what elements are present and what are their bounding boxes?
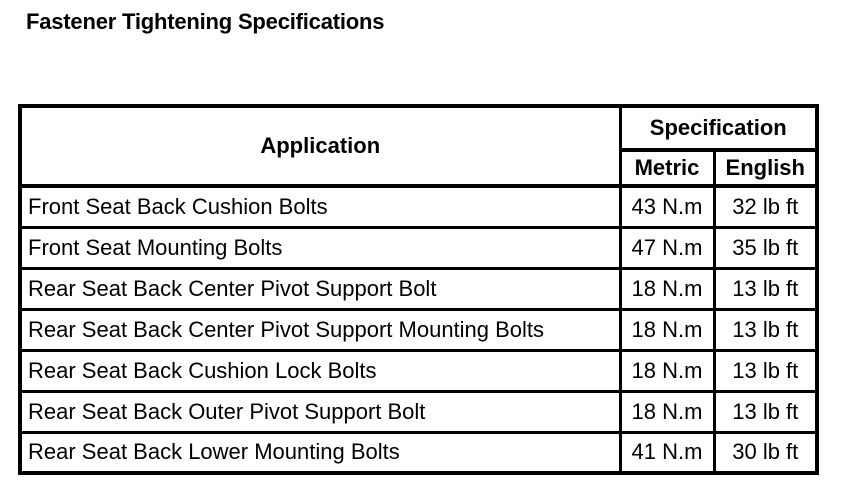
metric-cell: 18 N.m	[620, 268, 714, 309]
table-row	[20, 391, 817, 432]
metric-cell: 18 N.m	[620, 309, 714, 350]
specification-header: Specification	[620, 106, 817, 150]
metric-header: Metric	[620, 150, 714, 186]
table-row	[20, 350, 817, 391]
english-header: English	[714, 150, 817, 186]
application-cell: Front Seat Mounting Bolts	[20, 227, 620, 268]
application-cell: Front Seat Back Cushion Bolts	[20, 186, 620, 227]
metric-cell: 18 N.m	[620, 350, 714, 391]
application-cell: Rear Seat Back Center Pivot Support Mounting Bolts	[20, 309, 620, 350]
english-cell: 30 lb ft	[714, 432, 817, 473]
table-row	[20, 268, 817, 309]
table-row	[20, 186, 817, 227]
english-cell: 32 lb ft	[714, 186, 817, 227]
metric-cell: 47 N.m	[620, 227, 714, 268]
fastener-spec-table	[18, 104, 819, 475]
application-cell: Rear Seat Back Center Pivot Support Bolt	[20, 268, 620, 309]
metric-cell: 43 N.m	[620, 186, 714, 227]
application-header: Application	[20, 106, 620, 186]
english-cell: 35 lb ft	[714, 227, 817, 268]
application-cell: Rear Seat Back Lower Mounting Bolts	[20, 432, 620, 473]
metric-cell: 41 N.m	[620, 432, 714, 473]
english-cell: 13 lb ft	[714, 350, 817, 391]
metric-cell: 18 N.m	[620, 391, 714, 432]
page-title: Fastener Tightening Specifications	[26, 9, 385, 34]
application-cell: Rear Seat Back Cushion Lock Bolts	[20, 350, 620, 391]
table-row	[20, 227, 817, 268]
table-row	[20, 309, 817, 350]
application-cell: Rear Seat Back Outer Pivot Support Bolt	[20, 391, 620, 432]
english-cell: 13 lb ft	[714, 309, 817, 350]
english-cell: 13 lb ft	[714, 391, 817, 432]
table-row	[20, 432, 817, 473]
english-cell: 13 lb ft	[714, 268, 817, 309]
